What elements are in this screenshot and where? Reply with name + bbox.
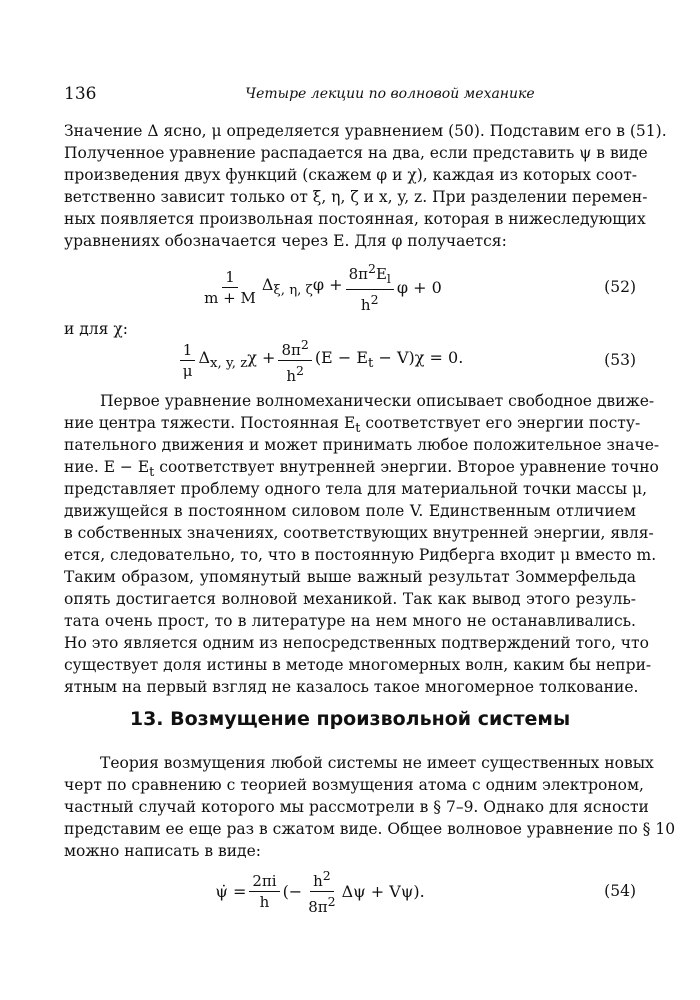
text-line: уравнениях обозначается через E. Для φ получается: [64, 232, 507, 250]
equation-number: (54) [604, 882, 636, 900]
page-number: 136 [64, 84, 97, 104]
text-line: Первое уравнение волномеханически описывает свободное движе- [100, 392, 655, 410]
text-line: представляет проблему одного тела для материальной точки массы μ, [64, 480, 648, 498]
text-line: ние центра тяжести. Постоянная $E_t$ соответствует его энергии посту- [64, 414, 641, 437]
text-line: ятным на первый взгляд не казалось такое многомерное толкование. [64, 678, 639, 696]
equation-52: $\frac{1}{m + M}$ $\Delta_{\xi, \eta, \zeta}\varphi$ + $\frac{8\pi^2E_l}{h^2}$ φ + 0 (52) [204, 261, 636, 314]
equation-number: (52) [604, 278, 636, 296]
text-line: произведения двух функций (скажем φ и χ), каждая из которых соот- [64, 166, 638, 184]
text-line: Но это является одним из непосредственных подтверждений того, что [64, 634, 649, 652]
running-head [64, 84, 636, 108]
text-line: ние. $E - E_t$ соответствует внутренней энергии. Второе уравнение точно [64, 458, 659, 481]
text-line: Значение Δ ясно, μ определяется уравнением (50). Подставим его в (51). [64, 122, 667, 140]
equation-54: ψ̇ = $\frac{2\pi i}{h}$ (− $\frac{h^2}{8\pi^2}$ Δψ + Vψ). (54) [215, 867, 636, 916]
equation-number: (53) [604, 351, 636, 369]
text-line: существует доля истины в методе многомерных волн, каким бы непри- [64, 656, 652, 674]
equation-53: $\frac{1}{\mu}$ $\Delta_{x, y, z}\chi$ + $\frac{8\pi^2}{h^2}$ $(E - E_t - V)\chi = 0$. (53) [64, 337, 636, 383]
text-line: ется, следовательно, то, что в постоянную Ридберга входит μ вместо m. [64, 546, 657, 564]
text-line: Полученное уравнение распадается на два, если представить ψ в виде [64, 144, 648, 162]
text-line: Таким образом, упомянутый выше важный результат Зоммерфельда [64, 568, 636, 586]
text-line: опять достигается волновой механикой. Так как вывод этого резуль- [64, 590, 636, 608]
text-line: движущейся в постоянном силовом поле V. Единственным отличием [64, 502, 636, 520]
text-line: частный случай которого мы рассмотрели в § 7–9. Однако для ясности [64, 798, 649, 816]
text-line: черт по сравнению с теорией возмущения атома с одним электроном, [64, 776, 644, 794]
section-heading: 13. Возмущение произвольной системы [129, 708, 571, 730]
text-line: ных появляется произвольная постоянная, которая в нижеследующих [64, 210, 646, 228]
text-line: Теория возмущения любой системы не имеет существенных новых [100, 754, 654, 772]
text-line: пательного движения и может принимать любое положительное значе- [64, 436, 660, 454]
text-line: ветственно зависит только от ξ, η, ζ и x, y, z. При разделении перемен- [64, 188, 648, 206]
running-title: Четыре лекции по волновой механике [245, 86, 535, 102]
text-line: и для χ: [64, 320, 128, 338]
text-line: тата очень прост, то в литературе на нем много не останавливались. [64, 612, 636, 630]
text-line: можно написать в виде: [64, 842, 261, 860]
text-line: представим ее еще раз в сжатом виде. Общее волновое уравнение по § 10 [64, 820, 676, 838]
text-line: в собственных значениях, соответствующих внутренней энергии, явля- [64, 524, 654, 542]
